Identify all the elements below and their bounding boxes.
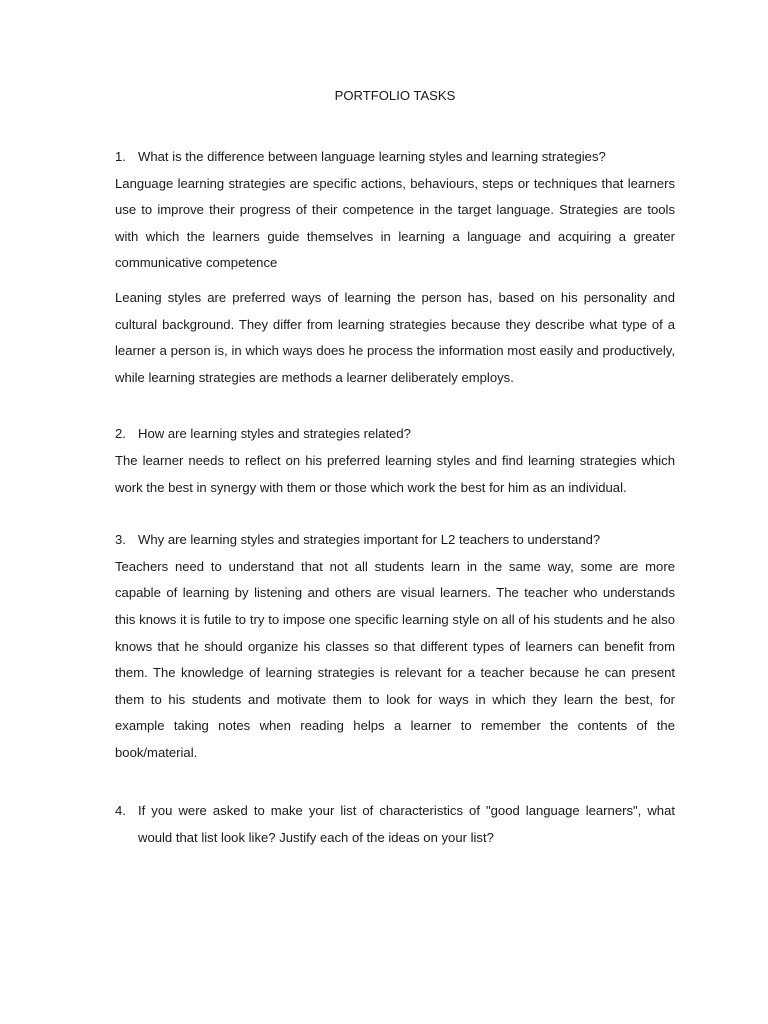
question-number: 1. xyxy=(115,149,126,164)
question-number: 2. xyxy=(115,426,126,442)
question-text: How are learning styles and strategies related? xyxy=(138,426,411,442)
question-number: 4. xyxy=(115,803,126,819)
page-title: PORTFOLIO TASKS xyxy=(334,88,456,103)
question-3 xyxy=(115,527,675,554)
answer-paragraph: Teachers need to understand that not all students learn in the same way, some are more capable of learning by listening and others are visual learners. The teacher who understands this knows it is futile to try to impose one specific learning style on all of his students and he also knows that he should organize his classes so that different types of learners can benefit from them. The knowledge of learning strategies is relevant for a teacher because he can present them to his students and motivate them to look for ways in which they learn the best, for example taking notes when reading helps a learner to remember the contents of the book/material. xyxy=(115,558,675,760)
question-2 xyxy=(115,421,675,448)
question-text: What is the difference between language learning styles and learning strategies? xyxy=(138,149,606,164)
answer-paragraph: Language learning strategies are specific actions, behaviours, steps or techniques that learners use to improve their progress of their competence in the target language. Strategies are tools with which the learners guide themselves in learning a language and acquiring a greater communicative competence xyxy=(115,175,675,271)
answer-paragraph: Leaning styles are preferred ways of learning the person has, based on his personality and cultural background. They differ from learning strategies because they describe what type of a learner a person is, in which ways does he process the information most easily and productively, while learning strategies are methods a learner deliberately employs. xyxy=(115,289,675,385)
answer-paragraph: The learner needs to reflect on his preferred learning styles and find learning strategies which work the best in synergy with them or those which work the best for him as an individual. xyxy=(115,452,675,495)
question-1 xyxy=(115,144,675,171)
document-body xyxy=(115,86,675,852)
question-4 xyxy=(115,798,675,851)
question-text: If you were asked to make your list of characteristics of "good language learners", what would that list look like? Justify each of the ideas on your list? xyxy=(138,803,675,846)
question-text: Why are learning styles and strategies important for L2 teachers to understand? xyxy=(138,532,601,548)
question-number: 3. xyxy=(115,532,126,548)
